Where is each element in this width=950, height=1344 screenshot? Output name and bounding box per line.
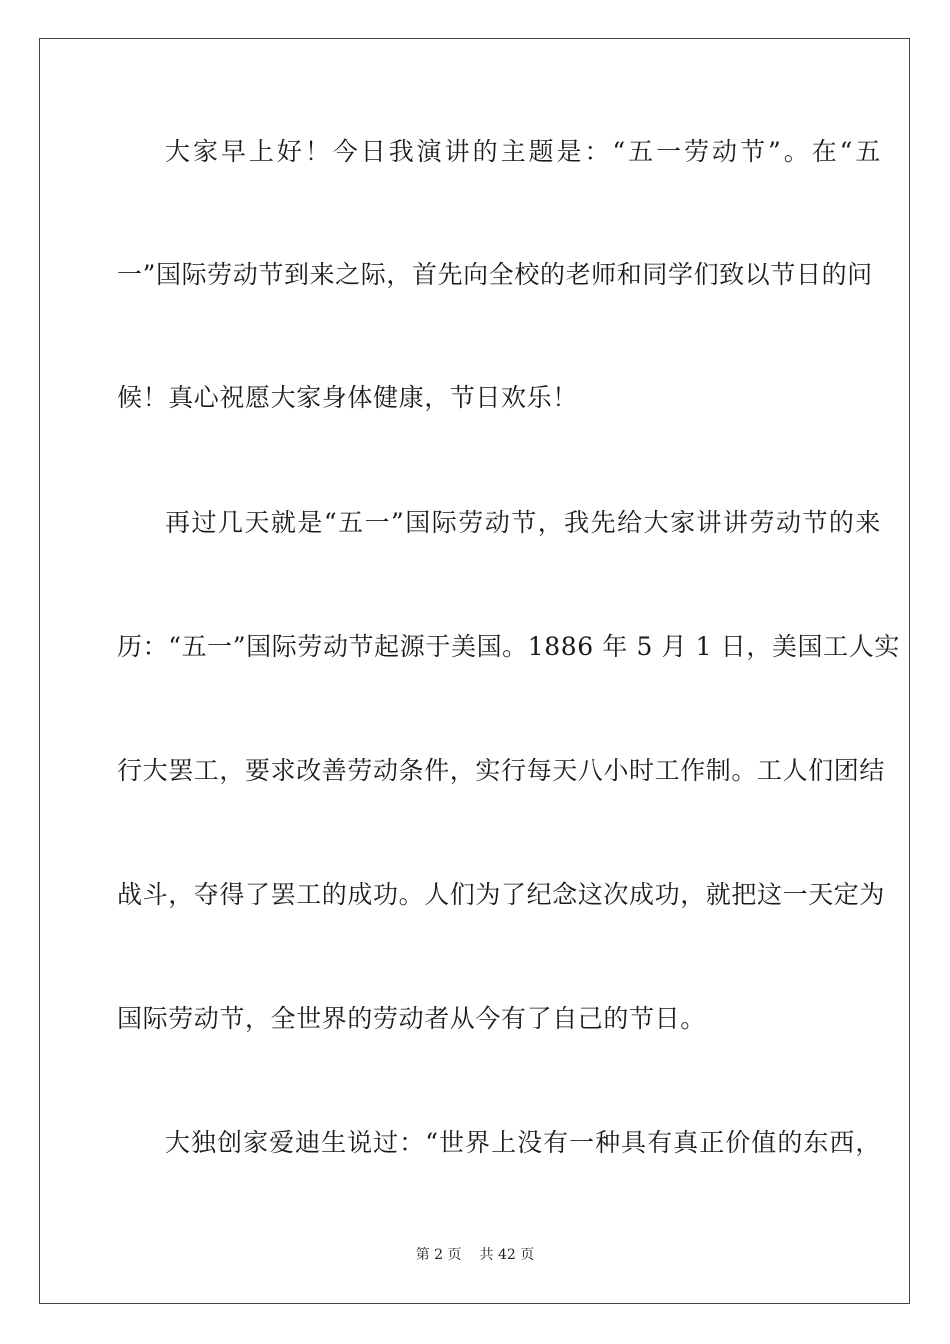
text-line: 一”国际劳动节到来之际，首先向全校的老师和同学们致以节日的问	[117, 260, 873, 289]
text-line: 大独创家爱迪生说过：“世界上没有一种具有真正价值的东西，	[165, 1128, 881, 1157]
page-border	[39, 38, 910, 1304]
text-line: 历：“五一”国际劳动节起源于美国。1886 年 5 月 1 日，美国工人实	[117, 632, 900, 661]
text-line: 行大罢工，要求改善劳动条件，实行每天八小时工作制。工人们团结	[117, 756, 886, 785]
page-footer	[0, 1246, 950, 1264]
text-line: 大家早上好！今日我演讲的主题是：“五一劳动节”。在“五	[165, 137, 881, 166]
page-total: 共 42 页	[479, 1247, 535, 1263]
text-line: 国际劳动节，全世界的劳动者从今有了自己的节日。	[117, 1004, 706, 1033]
text-line: 战斗，夺得了罢工的成功。人们为了纪念这次成功，就把这一天定为	[117, 880, 886, 909]
text-line: 再过几天就是“五一”国际劳动节，我先给大家讲讲劳动节的来	[165, 508, 881, 537]
page-number: 第 2 页	[415, 1247, 462, 1263]
text-line: 候！真心祝愿大家身体健康，节日欢乐！	[117, 383, 578, 412]
